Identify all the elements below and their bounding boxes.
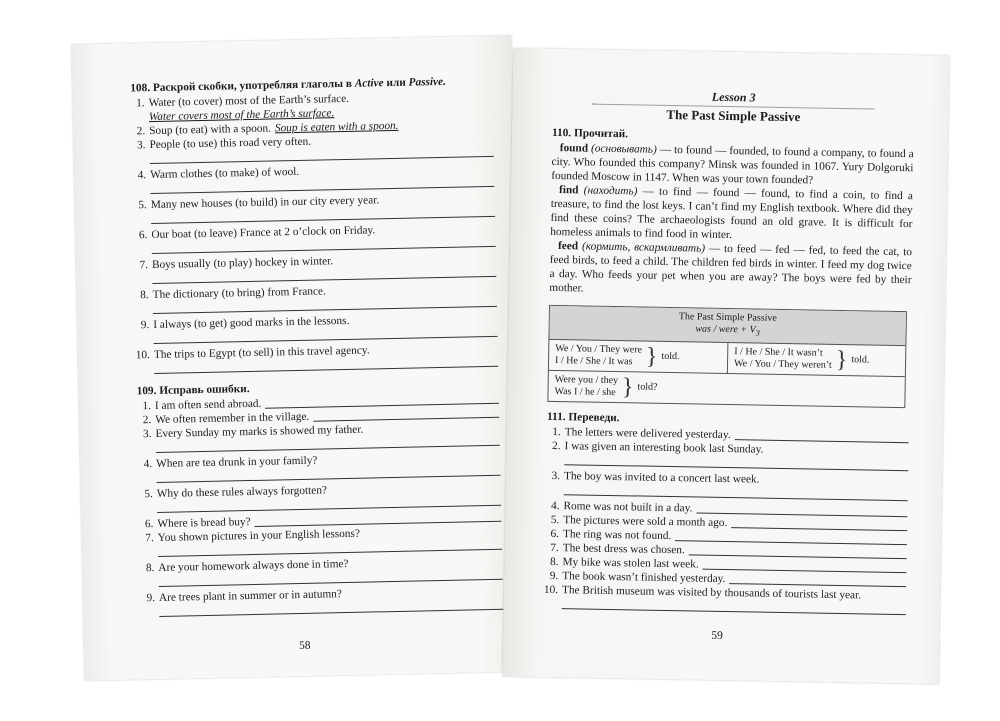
grammar-table <box>547 305 907 408</box>
ex109-item-5: 5. Why do these rules always forgotten? <box>144 484 328 501</box>
brace-icon: } <box>621 374 634 401</box>
exercise-110-heading: 110. Прочитай. <box>551 126 629 141</box>
answer-line[interactable] <box>696 502 907 518</box>
grammar-row-questions <box>548 371 904 407</box>
ex109-item-6: 6. Where is bread buy? <box>139 510 501 532</box>
lesson-subtitle: The Past Simple Passive <box>666 106 801 125</box>
answer-line[interactable] <box>731 516 907 531</box>
ex108-item-5: 5. Many new houses (to build) in our city every year. <box>138 194 380 212</box>
ex111-item-7: 7. The best dress was chosen. <box>545 541 907 561</box>
ex108-answer-1: Water covers most of the Earth’s surface. <box>148 107 335 124</box>
brace-icon: } <box>645 343 658 370</box>
ex108-item-8: 8. The dictionary (to bring) from France. <box>140 285 326 302</box>
right-page <box>503 48 950 684</box>
vocab-paragraph-found: found (основывать) — to found — founded, to found a company, to found a city. Who founded this company? Minsk was founded in 1067. Yury Dolgoruki founded Moscow in 1147. When was your town founded? <box>551 142 914 187</box>
ex108-item-4: 4. Warm clothes (to make) of wool. <box>137 165 300 182</box>
ex109-item-4: 4. When are tea drunk in your family? <box>143 454 318 471</box>
ex109-item-7: 7. You shown pictures in your English lessons? <box>145 527 361 545</box>
ex109-item-1: 1. I am often send abroad. <box>137 392 499 414</box>
vocab-paragraph-find: find (находить) — to find — found — found, to find a coin, to find a treasure, to find the lost keys. I can’t find my English textbook. Where did they find these coins? The archaeologists found an old grave. It is difficult for homeless animals to find food in winter. <box>550 184 914 242</box>
left-page-content <box>130 74 503 617</box>
ex108-item-2: 2. Soup (to eat) with a spoon. Soup is eaten with a spoon. <box>136 119 399 138</box>
ex108-item-7: 7. Boys usually (to play) hockey in winter. <box>139 255 334 272</box>
right-page-content <box>544 87 915 615</box>
ex108-answer-2: Soup is eaten with a spoon. <box>274 119 399 135</box>
question-cell: Were you / they Was I / he / she } told? <box>554 374 658 401</box>
answer-line[interactable] <box>729 572 906 587</box>
exercise-109-heading: 109. Исправь ошибки. <box>136 383 250 398</box>
negative-cell: I / He / She / It wasn’t We / You / They weren’t } told. <box>727 343 905 376</box>
ex111-item-5: 5. The pictures were sold a month ago. <box>545 513 907 533</box>
page-number-left: 58 <box>298 639 311 653</box>
ex108-item-9: 9. I always (to get) good marks in the lessons. <box>140 314 350 332</box>
ex111-item-6: 6. The ring was not found. <box>545 527 907 547</box>
ex108-item-6: 6. Our boat (to leave) France at 2 o’clock on Friday. <box>138 224 376 242</box>
vocab-paragraph-feed: feed (кормить, вскармливать) — to feed — fed — fed, to feed the cat, to feed birds, to feed a child. The children fed birds in winter. I feed my dog twice a day. Who feeds your pet when you are away? The boys were fed by their mother. <box>549 240 913 295</box>
exercise-111-heading: 111. Переведи. <box>546 410 620 425</box>
answer-line[interactable] <box>313 406 499 422</box>
ex108-item-10: 10. The trips to Egypt (to sell) in this travel agency. <box>135 344 370 362</box>
lesson-title: Lesson 3 <box>711 89 756 105</box>
ex109-item-9: 9. Are trees plant in summer or in autumn? <box>146 588 342 605</box>
ex108-item-1: 1. Water (to cover) most of the Earth’s surface. <box>136 92 350 110</box>
ex111-item-10: 10. The British museum was visited by thousands of tourists last year. <box>543 583 862 602</box>
affirmative-cell: We / You / They were I / He / She / It was } told. <box>554 343 680 370</box>
brace-icon: } <box>835 346 848 374</box>
answer-line[interactable] <box>703 558 907 574</box>
ex109-item-2: 2. We often remember in the village. <box>137 406 499 428</box>
answer-line[interactable] <box>735 428 909 443</box>
answer-line[interactable] <box>689 543 907 559</box>
ex111-item-2: 2. I was given an interesting book last Sunday. <box>551 439 764 456</box>
grammar-table-header: The Past Simple Passive was / were + $V_3$ <box>549 306 906 346</box>
page-number-right: 59 <box>711 629 723 642</box>
ex108-item-3: 3. People (to use) this road very often. <box>136 135 312 152</box>
ex111-item-4: 4. Rome was not built in a day. <box>545 499 907 519</box>
ex111-item-8: 8. My bike was stolen last week. <box>544 555 906 575</box>
ex111-item-3: 3. The boy was invited to a concert last week. <box>551 469 760 486</box>
exercise-108-heading: 108. Раскрой скобки, употребляя глаголы в Active или Passive. <box>130 75 447 95</box>
ex109-item-8: 8. Are your homework always done in time? <box>145 557 349 575</box>
ex111-item-1: 1. The letters were delivered yesterday. <box>547 425 909 445</box>
ex109-item-3: 3. Every Sunday my marks is showed my father. <box>142 423 364 441</box>
ex111-item-9: 9. The book wasn’t finished yesterday. <box>544 569 906 589</box>
left-page <box>71 35 524 680</box>
